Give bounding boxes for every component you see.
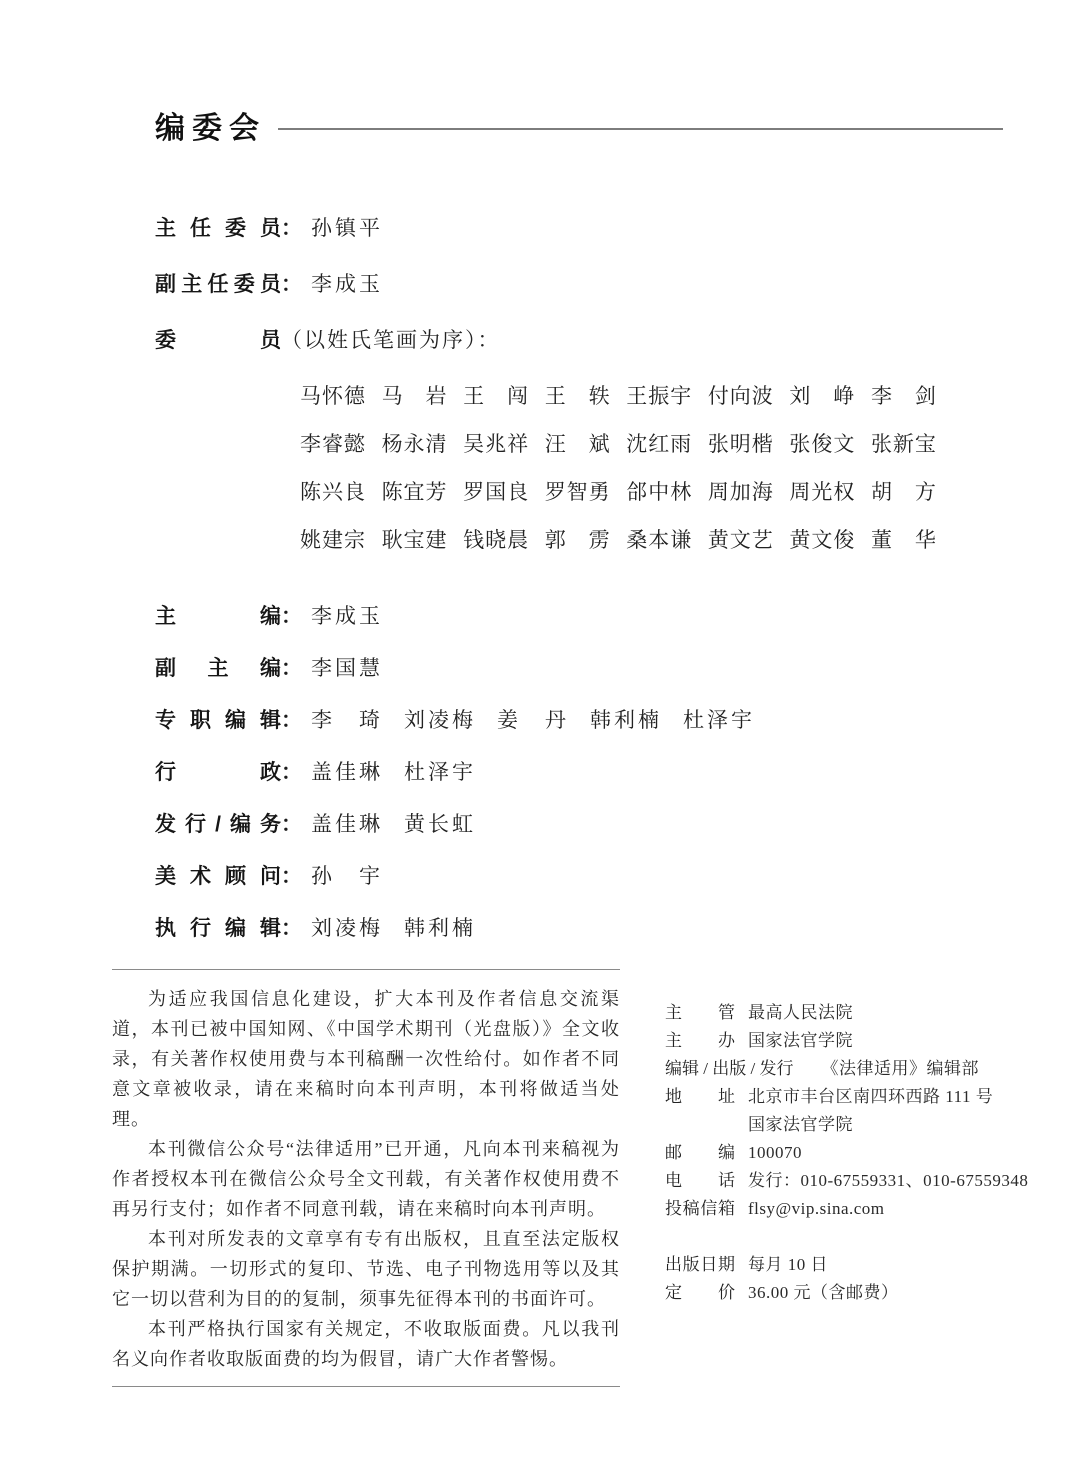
person-name: 姜 丹 — [497, 708, 569, 732]
role-line-administration — [155, 756, 955, 789]
member-row — [300, 428, 937, 460]
person-name: 李国慧 — [311, 656, 383, 680]
member-name: 王 轶 — [544, 384, 611, 408]
member-name: 郭 雳 — [544, 528, 611, 552]
members-order-note: （以姓氏笔画为序）： — [281, 328, 501, 352]
person-name: 黄长虹 — [404, 812, 476, 836]
role-colon: ： — [281, 657, 302, 680]
person-name: 盖佳琳 — [311, 760, 383, 784]
member-name: 杨永清 — [381, 432, 448, 456]
role-line-full-time-editors — [155, 704, 955, 737]
member-name: 桑本谦 — [626, 528, 693, 552]
colophon-label: 出版日期 — [665, 1255, 735, 1274]
role-line-director — [155, 212, 955, 245]
staff-section — [155, 600, 955, 964]
colophon-row-publisher — [665, 1055, 1010, 1083]
member-name: 胡 方 — [870, 480, 937, 504]
member-name: 汪 斌 — [544, 432, 611, 456]
role-colon: ： — [281, 865, 302, 888]
colophon-value: 《法律适用》编辑部 — [821, 1059, 979, 1078]
colophon-row-submission-email — [665, 1195, 1010, 1223]
role-label: 副主任委员 — [155, 273, 281, 296]
notice-paragraph: 本刊对所发表的文章享有专有出版权，且直至法定版权保护期满。一切形式的复印、节选、电子刊物选用等以及其它一切以营利为目的的复制，须事先征得本刊的书面许可。 — [112, 1229, 620, 1309]
person-name: 李 琦 — [311, 708, 383, 732]
member-name: 刘 峥 — [789, 384, 856, 408]
colophon-value: 36.00 元（含邮费） — [748, 1283, 899, 1302]
role-line-executive-editors — [155, 912, 955, 945]
person-name: 李成玉 — [311, 272, 383, 296]
title-rule — [278, 128, 1003, 130]
member-row — [300, 380, 937, 412]
role-line-deputy-director — [155, 268, 955, 301]
member-name: 周加海 — [707, 480, 774, 504]
role-label: 专职编辑 — [155, 709, 281, 732]
member-name: 张俊文 — [789, 432, 856, 456]
colophon-label: 邮编 — [665, 1143, 735, 1162]
role-label: 主编 — [155, 605, 281, 628]
member-name: 李 剑 — [870, 384, 937, 408]
notices-text — [112, 970, 620, 1386]
person-name: 杜泽宇 — [404, 760, 476, 784]
role-label: 美术顾问 — [155, 865, 281, 888]
page-title: 编委会 — [155, 112, 266, 145]
member-grid — [300, 380, 937, 556]
colophon-label: 主办 — [665, 1031, 735, 1050]
person-name: 孙镇平 — [311, 216, 383, 240]
page-header — [155, 103, 1003, 147]
member-name: 罗智勇 — [544, 480, 611, 504]
member-name: 姚建宗 — [300, 528, 366, 552]
colophon-row-publish-date — [665, 1251, 1010, 1279]
member-name: 王振宇 — [626, 384, 693, 408]
member-name: 付向波 — [707, 384, 774, 408]
colophon-section — [665, 999, 1029, 1307]
colophon-row-price — [665, 1279, 1010, 1307]
colophon-row-sponsor — [665, 1027, 1010, 1055]
colophon-value: 国家法官学院 — [748, 1031, 853, 1050]
role-label: 行政 — [155, 761, 281, 784]
member-name: 周光权 — [789, 480, 856, 504]
role-colon: ： — [281, 217, 302, 240]
role-line-chief-editor — [155, 600, 955, 633]
colophon-label: 电话 — [665, 1171, 735, 1190]
member-name: 李睿懿 — [300, 432, 366, 456]
person-name: 孙 宇 — [311, 864, 383, 888]
member-name: 吴兆祥 — [463, 432, 530, 456]
notice-paragraph: 为适应我国信息化建设，扩大本刊及作者信息交流渠道，本刊已被中国知网、《中国学术期刊（光盘版）》全文收录，有关著作权使用费与本刊稿酬一次性给付。如作者不同意文章被收录，请在来稿时向本刊声明，本刊将做适当处理。 — [112, 989, 620, 1129]
member-name: 张明楷 — [707, 432, 774, 456]
colophon-label: 地址 — [665, 1087, 735, 1106]
person-name: 韩利楠 — [590, 708, 662, 732]
colophon-value: 100070 — [748, 1143, 802, 1162]
member-row — [300, 524, 937, 556]
member-name: 董 华 — [870, 528, 937, 552]
role-line-art-consultant — [155, 860, 955, 893]
member-name: 耿宝建 — [381, 528, 448, 552]
colophon-row-phone — [665, 1167, 1029, 1195]
role-label: 执行编辑 — [155, 917, 281, 940]
member-name: 黄文艺 — [707, 528, 774, 552]
member-name: 陈宜芳 — [381, 480, 448, 504]
role-line-deputy-chief-editor — [155, 652, 955, 685]
role-colon: ： — [281, 709, 302, 732]
member-name: 马 岩 — [381, 384, 448, 408]
role-colon: ： — [281, 917, 302, 940]
role-colon: ： — [281, 761, 302, 784]
member-name: 陈兴良 — [300, 480, 366, 504]
member-name: 郃中林 — [626, 480, 693, 504]
role-line-members — [155, 324, 955, 357]
notice-paragraph: 本刊微信公众号“法律适用”已开通，凡向本刊来稿视为作者授权本刊在微信公众号全文刊载，有关著作权使用费不再另行支付；如作者不同意刊载，请在来稿时向本刊声明。 — [112, 1139, 620, 1219]
committee-section — [155, 212, 955, 572]
notices-section — [112, 969, 620, 1387]
member-name: 马怀德 — [300, 384, 366, 408]
member-name: 钱晓晨 — [463, 528, 530, 552]
role-line-distribution — [155, 808, 955, 841]
member-name: 罗国良 — [463, 480, 530, 504]
notices-bottom-rule — [112, 1386, 620, 1387]
role-colon: ： — [281, 273, 302, 296]
role-label: 委员 — [155, 329, 281, 352]
person-name: 刘凌梅 — [404, 708, 476, 732]
colophon-value: flsy@vip.sina.com — [748, 1199, 885, 1218]
person-name: 李成玉 — [311, 604, 383, 628]
role-label: 发行/编务 — [155, 813, 281, 836]
colophon-label: 编辑 / 出版 / 发行 — [665, 1059, 794, 1078]
role-label: 主任委员 — [155, 217, 281, 240]
person-name: 杜泽宇 — [683, 708, 755, 732]
member-name: 沈红雨 — [626, 432, 693, 456]
colophon-value: 国家法官学院 — [748, 1115, 853, 1134]
member-name: 张新宝 — [870, 432, 937, 456]
notice-paragraph: 本刊严格执行国家有关规定，不收取版面费。凡以我刊名义向作者收取版面费的均为假冒，请广大作者警惕。 — [112, 1319, 620, 1369]
role-label: 副主编 — [155, 657, 281, 680]
member-name: 王 闯 — [463, 384, 530, 408]
colophon-value: 每月 10 日 — [748, 1255, 828, 1274]
colophon-row-address-line2 — [665, 1111, 1010, 1139]
colophon-label: 定价 — [665, 1283, 735, 1302]
role-colon: ： — [281, 813, 302, 836]
member-name: 黄文俊 — [789, 528, 856, 552]
colophon-value: 发行：010-67559331、010-67559348 — [748, 1171, 1029, 1190]
colophon-value: 北京市丰台区南四环西路 111 号 — [748, 1087, 994, 1106]
colophon-row-address — [665, 1083, 1010, 1111]
colophon-row-postcode — [665, 1139, 1010, 1167]
colophon-label: 投稿信箱 — [665, 1199, 735, 1218]
person-name: 盖佳琳 — [311, 812, 383, 836]
colophon-spacer — [665, 1223, 1010, 1251]
person-name: 刘凌梅 — [311, 916, 383, 940]
person-name: 韩利楠 — [404, 916, 476, 940]
colophon-label: 主管 — [665, 1003, 735, 1022]
colophon-row-supervisor — [665, 999, 1010, 1027]
role-colon: ： — [281, 605, 302, 628]
member-row — [300, 476, 937, 508]
colophon-value: 最高人民法院 — [748, 1003, 853, 1022]
